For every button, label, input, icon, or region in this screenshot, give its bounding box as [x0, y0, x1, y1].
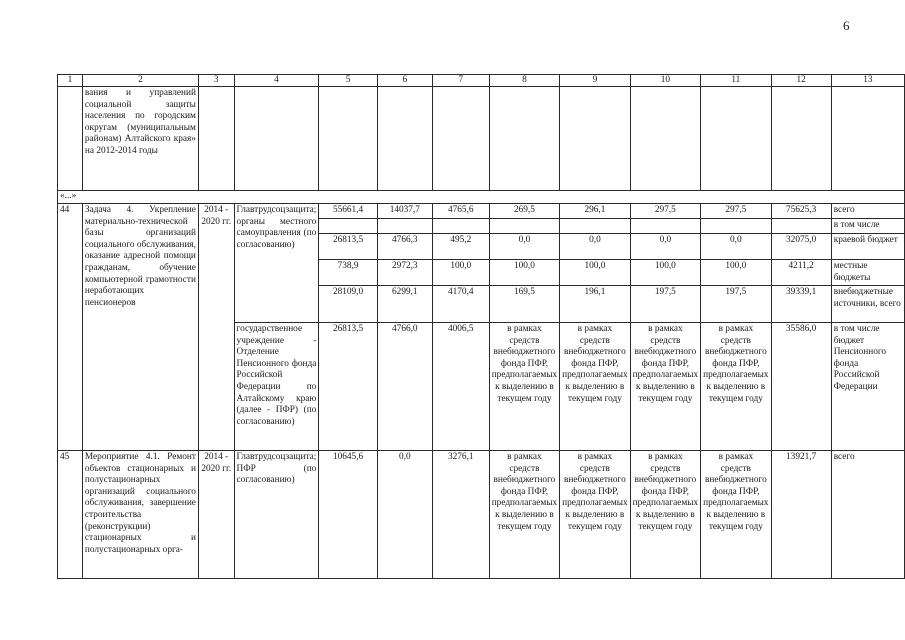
- table-cell: 14037,7: [378, 204, 432, 219]
- table-cell: внебюджетные источники, всего: [833, 287, 901, 309]
- executor: Главтрудсоцзащита; органы местного самоуправления (по согласованию): [234, 204, 319, 323]
- table-cell: 28109,0: [332, 287, 364, 297]
- table-row-45: [58, 451, 905, 579]
- table-cell: 495,2: [433, 234, 489, 260]
- row-number: 44: [58, 204, 83, 451]
- table-cell: в рамках средств внебюджетного фонда ПФР, предполагаемых к выделению в текущем году: [701, 451, 771, 579]
- table-cell: 100,0: [560, 260, 629, 286]
- col-header: 2: [82, 75, 198, 87]
- ellipsis-text: «...»: [58, 191, 905, 204]
- col-header: 5: [319, 75, 377, 87]
- table-cell: 26813,5: [319, 234, 376, 260]
- table-cell: 100,0: [490, 260, 559, 286]
- col-header: 9: [560, 75, 630, 87]
- years: 2014 - 2020 гг.: [198, 451, 234, 579]
- task-description: Мероприятие 4.1. Ремонт объектов стационарных и полустационарных организаций социального обслуживания, завершение строительства (реконструкции) стационарных и полустационарных орга-: [82, 451, 198, 579]
- table-cell: 13921,7: [771, 451, 831, 579]
- table-cell: краевой бюджет: [832, 234, 904, 260]
- table-cell: 100,0: [631, 260, 700, 286]
- col-header: 12: [771, 75, 831, 87]
- table-cell: 26813,5: [319, 323, 377, 451]
- table-cell: 0,0: [377, 451, 432, 579]
- col-header: 4: [234, 75, 319, 87]
- table-cell: в том числе: [832, 219, 904, 234]
- table-cell: 197,5: [654, 287, 676, 297]
- col-header: 6: [377, 75, 432, 87]
- table-cell: 196,1: [584, 287, 606, 297]
- table-cell: 297,5: [701, 204, 770, 219]
- table-cell: 3276,1: [432, 451, 489, 579]
- table-cell: 10645,6: [319, 451, 377, 579]
- table-cell: 100,0: [701, 260, 770, 286]
- executor: государственное учреждение - Отделение Пенсионного фонда Российской Федерации по Алтайскому краю (далее - ПФР) (по согласованию): [234, 323, 319, 451]
- table-cell: 0,0: [701, 234, 770, 260]
- program-table: [57, 74, 905, 579]
- table-cell: 4006,5: [432, 323, 489, 451]
- table-cell: 4170,4: [447, 287, 474, 297]
- table-cell: 75625,3: [772, 204, 831, 219]
- task-description: Задача 4. Укрепление материально-технической базы организаций социального обслуживания, оказание адресной помощи гражданам, обучение компьютерной грамотности неработающих пенсионеров: [82, 204, 198, 451]
- col-header: 10: [630, 75, 700, 87]
- table-cell: 0,0: [631, 234, 700, 260]
- col-header: 3: [198, 75, 234, 87]
- col-header: 7: [432, 75, 489, 87]
- table-cell: 100,0: [433, 260, 489, 286]
- col-header: 13: [831, 75, 904, 87]
- table-cell: 169,5: [513, 287, 535, 297]
- table-cell: 738,9: [319, 260, 376, 286]
- table-cell: 0,0: [490, 234, 559, 260]
- years: 2014 - 2020 гг.: [198, 204, 234, 451]
- table-cell: всего: [832, 204, 904, 219]
- ellipsis-row: [58, 191, 905, 204]
- table-cell: 0,0: [560, 234, 629, 260]
- table-cell: 4211,2: [772, 260, 831, 286]
- table-cell: местные бюджеты: [832, 260, 904, 286]
- row-number: 45: [58, 451, 83, 579]
- table-cell: 2972,3: [378, 260, 432, 286]
- table-cell: в рамках средств внебюджетного фонда ПФР, предполагаемых к выделению в текущем году: [489, 451, 559, 579]
- table-cell: в рамках средств внебюджетного фонда ПФР, предполагаемых к выделению в текущем году: [701, 323, 771, 451]
- col-header: 11: [701, 75, 771, 87]
- col-header: 1: [58, 75, 83, 87]
- table-cell: 296,1: [560, 204, 629, 219]
- table-cell: 35586,0: [771, 323, 831, 451]
- table-cell: в рамках средств внебюджетного фонда ПФР, предполагаемых к выделению в текущем году: [630, 451, 700, 579]
- continuation-text: вания и управлений социальной защиты населения по городским округам (муниципальным районам) Алтайского края» на 2012-2014 годы: [82, 87, 198, 191]
- table-cell: 55661,4: [319, 204, 376, 219]
- table-cell: 4765,6: [433, 204, 489, 219]
- table-cell: всего: [831, 451, 904, 579]
- table-cell: 4766,3: [378, 234, 432, 260]
- table-cell: в рамках средств внебюджетного фонда ПФР, предполагаемых к выделению в текущем году: [560, 323, 630, 451]
- table-cell: в том числе бюджет Пенсионного фонда Российской Федерации: [831, 323, 904, 451]
- table-cell: 4766,0: [377, 323, 432, 451]
- table-cell: 269,5: [490, 204, 559, 219]
- table-cell: 32075,0: [772, 234, 831, 260]
- continuation-row: [58, 87, 905, 191]
- column-number-row: [58, 75, 905, 87]
- col-header: 8: [489, 75, 559, 87]
- table-cell: 39339,1: [786, 287, 817, 297]
- table-cell: в рамках средств внебюджетного фонда ПФР, предполагаемых к выделению в текущем году: [630, 323, 700, 451]
- table-cell: 197,5: [725, 287, 747, 297]
- table-cell: 6299,1: [392, 287, 418, 297]
- table-row-44: [58, 204, 905, 323]
- table-cell: в рамках средств внебюджетного фонда ПФР, предполагаемых к выделению в текущем году: [489, 323, 559, 451]
- table-cell: 297,5: [631, 204, 700, 219]
- executor: Главтрудсоцзащита; ПФР (по согласованию): [234, 451, 319, 579]
- page-number: 6: [843, 18, 850, 33]
- table-cell: в рамках средств внебюджетного фонда ПФР, предполагаемых к выделению в текущем году: [560, 451, 630, 579]
